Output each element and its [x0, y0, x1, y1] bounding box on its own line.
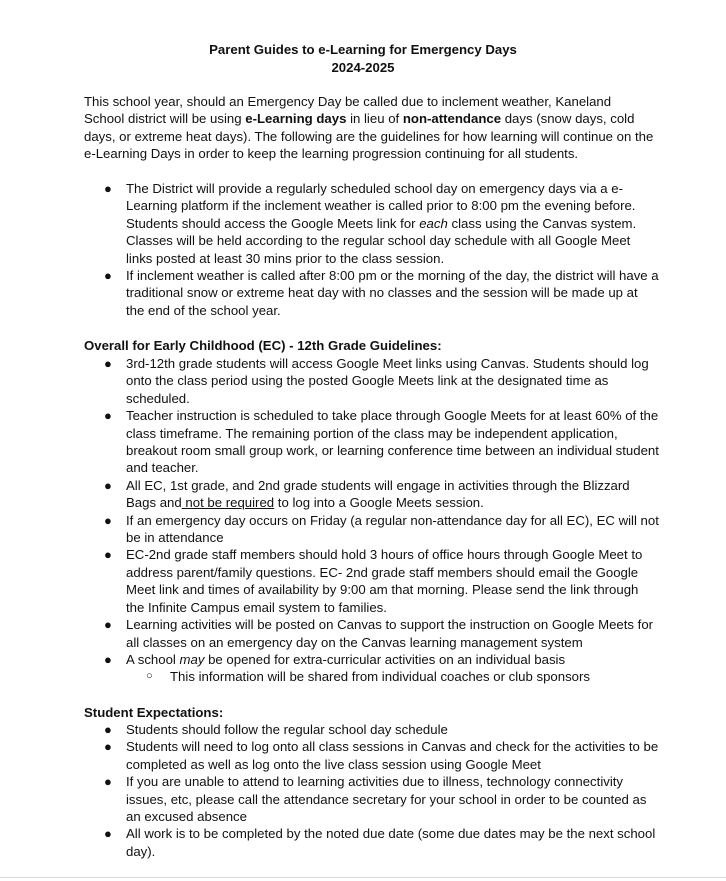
guidelines-heading: Overall for Early Childhood (EC) - 12th Grade Guidelines:: [84, 338, 442, 353]
bullet-icon: ●: [104, 181, 112, 196]
bullet-text: If an emergency day occurs on Friday (a regular non-attendance day for all EC), EC will not be in attendance: [126, 512, 659, 546]
document-title: [0, 41, 726, 77]
intro-paragraph: [84, 93, 654, 163]
bullet-text: be opened for extra-curricular activities on an individual basis: [204, 651, 566, 667]
list-item: [84, 512, 659, 547]
intro-text-2: in lieu of: [346, 111, 403, 127]
sub-bullet-list: [126, 668, 659, 685]
bullet-icon: ●: [104, 512, 112, 528]
list-item: [84, 651, 659, 686]
expectations-bullet-list: [84, 721, 659, 860]
bullet-text: to log into a Google Meets session.: [274, 495, 484, 511]
list-item: [84, 355, 659, 407]
bullet-text: EC-2nd grade staff members should hold 3 hours of office hours through Google Meet to address parent/family questions. EC- 2nd grade staff members should email the Google Meet link and times of availability by 9:00 am that morning. Please send the link through the Infinite Campus email system to families.: [126, 547, 643, 615]
sub-list-item: [126, 668, 659, 685]
bullet-text: The District will provide a regularly scheduled school day on emergency days via a e-Learning platform if the inclement weather is called prior to 8:00 pm the evening before. Students should access the Google Meets link for: [126, 181, 636, 231]
bullet-icon: ●: [104, 477, 112, 493]
sub-bullet-text: This information will be shared from individual coaches or club sponsors: [170, 669, 590, 685]
expectations-heading: Student Expectations:: [84, 705, 224, 720]
bullet-icon: ●: [104, 356, 112, 371]
intro-bold-elearning: e-Learning days: [245, 111, 347, 127]
bullet-italic-each: each: [419, 215, 448, 231]
bullet-text: Students should follow the regular school day schedule: [126, 722, 448, 737]
list-item: [84, 267, 659, 319]
guidelines-bullet-list: [84, 355, 659, 686]
bullet-icon: ●: [104, 826, 112, 842]
list-item: [84, 616, 659, 651]
page-bottom-divider: [0, 877, 726, 878]
district-bullet-list: [84, 180, 659, 319]
list-item: [84, 546, 659, 616]
intro-text-1: This school year, should an Emergency Day be called due to inclement weather, Kaneland School district will be using: [84, 94, 612, 127]
bullet-italic-may: may: [179, 651, 205, 667]
title-line-1: Parent Guides to e-Learning for Emergency Days: [209, 42, 517, 57]
bullet-text: A school: [126, 651, 180, 667]
intro-bold-nonattendance: non-attendance: [402, 111, 502, 127]
bullet-text: All EC, 1st grade, and 2nd grade students will engage in activities through the Blizzard Bags and: [126, 477, 630, 511]
bullet-icon: ●: [104, 547, 112, 563]
bullet-icon: ●: [104, 651, 112, 667]
bullet-text: Learning activities will be posted on Canvas to support the instruction on Google Meets for all classes on an emergency day on the Canvas learning management system: [126, 617, 654, 650]
bullet-icon: ●: [104, 617, 112, 633]
title-line-2: 2024-2025: [331, 60, 395, 75]
list-item: [84, 825, 659, 860]
bullet-text: 3rd-12th grade students will access Google Meet links using Canvas. Students should log onto the class period using the posted Google Meets link at the designated time as scheduled.: [126, 356, 649, 406]
intro-text-3: days (snow days, cold days, or extreme heat days). The following are the guidelines for how learning will continue on the e-Learning Days in order to keep the learning progression continuing for all students.: [84, 111, 654, 162]
bullet-text: Students will need to log onto all class sessions in Canvas and check for the activities to be completed as well as log onto the live class session using Google Meet: [126, 739, 659, 772]
bullet-text: Teacher instruction is scheduled to take place through Google Meets for at least 60% of the class timeframe. The remaining portion of the class may be independent application, breakout room small group work, or learning conference time between an individual student and teacher.: [126, 408, 659, 476]
list-item: [84, 773, 659, 825]
list-item: [84, 738, 659, 773]
bullet-icon: ●: [104, 774, 112, 790]
hollow-bullet-icon: ○: [146, 670, 153, 683]
list-item: [84, 180, 659, 267]
list-item: [84, 477, 659, 512]
bullet-icon: ●: [104, 739, 112, 755]
bullet-text: class using the Canvas system. Classes will be held according to the regular school day schedule with all Google Meet links posted at least 30 mins prior to the class session.: [126, 215, 637, 266]
list-item: [84, 721, 659, 738]
bullet-icon: ●: [104, 408, 112, 424]
bullet-text: If you are unable to attend to learning activities due to illness, technology connectivity issues, etc, please call the attendance secretary for your school in order to be counted as an excused absence: [126, 774, 647, 825]
bullet-text: If inclement weather is called after 8:00 pm or the morning of the day, the district will have a traditional snow or extreme heat day with no classes and the session will be made up at the end of the school year.: [126, 268, 659, 318]
bullet-text: All work is to be completed by the noted due date (some due dates may be the next school day).: [126, 826, 656, 859]
bullet-icon: ●: [104, 722, 112, 737]
bullet-icon: ●: [104, 268, 112, 284]
list-item: [84, 407, 659, 477]
bullet-underline-not-required: not be required: [181, 495, 275, 511]
